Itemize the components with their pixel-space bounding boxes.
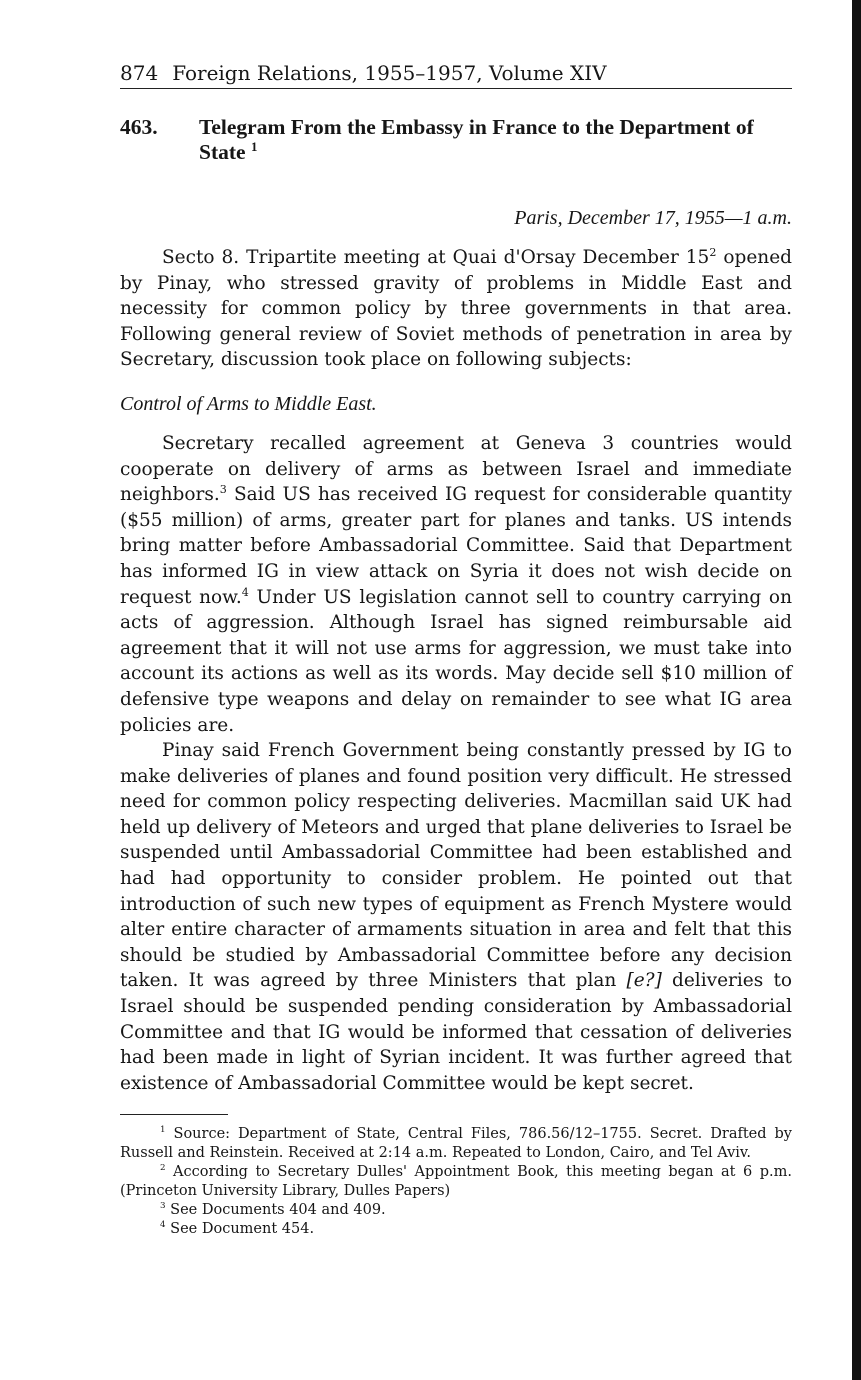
footnote-text: Source: Department of State, Central Files, 786.56/12–1755. Secret. Drafted by Russell and Reinstein. Received at 2:14 a.m. Repeated to London, Cairo, and Tel Aviv.: [120, 1126, 792, 1162]
footnote-ref: 4: [241, 585, 249, 599]
paragraph-text: Said US has received IG request for considerable quantity ($55 million) of arms, greater part for planes and tanks. US intends bring matter before Ambassadorial Committee. Said that Department has informed IG in view attack on Syria it does not wish decide on request now.: [120, 484, 792, 608]
page-number: 874: [120, 61, 159, 85]
footnote-text: According to Secretary Dulles' Appointment Book, this meeting began at 6 p.m. (Princeton University Library, Dulles Papers): [120, 1164, 792, 1200]
footnote-mark: 2: [160, 1163, 166, 1174]
footnote-ref: 3: [219, 483, 227, 496]
footnote-mark: 3: [160, 1201, 166, 1212]
paragraph-text: Pinay said French Government being constantly pressed by IG to make deliveries of planes and found position very difficult. He stressed need for common policy respecting deliveries. Macmillan said UK had held up delivery of Meteors and urged that plane deliveries to Israel be suspended until Ambassadorial Committee had been established and had had opportunity to consider problem. He pointed out that introduction of such new types of equipment as French Mystere would alter entire character of armaments situation in area and felt that this should be studied by Ambassadorial Committee before any decision taken. It was agreed by three Ministers that plan: [120, 740, 792, 992]
footnote-mark: 4: [160, 1220, 166, 1231]
editorial-insertion: [e?]: [626, 970, 662, 992]
paragraph-text: Secretary recalled agreement at Geneva 3 countries would cooperate on delivery of arms as between Israel and immediate neighbors.: [120, 432, 792, 506]
footnote-text: See Document 454.: [165, 1221, 315, 1238]
paragraph-text: Secto 8. Tripartite meeting at Quai d'Orsay December 15: [162, 247, 710, 268]
footnote-rule: [120, 1114, 228, 1115]
footnote-mark: 1: [160, 1125, 166, 1136]
footnote-ref: 1: [250, 139, 258, 154]
book-spine-edge: [852, 0, 861, 1380]
telegram-body: [120, 245, 792, 1096]
document-number: 463.: [120, 115, 158, 139]
footnote: [120, 1220, 792, 1239]
footnote: [120, 1163, 792, 1201]
running-head: [120, 60, 792, 89]
section-subheading: Control of Arms to Middle East.: [120, 392, 377, 415]
document-heading: [120, 115, 792, 165]
footnote: [120, 1201, 792, 1220]
footnote: [120, 1125, 792, 1163]
document-title-text: Telegram From the Embassy in France to the Department of State: [199, 115, 754, 164]
document-page: [120, 60, 792, 1239]
paragraph-3: [120, 738, 792, 1096]
paragraph-text: deliveries to Israel should be suspended pending consideration by Ambassadorial Committee and that IG would be informed that cessation of deliveries had been made in light of Syrian incident. It was further agreed that existence of Ambassadorial Committee would be kept secret.: [120, 970, 793, 1094]
paragraph-text: Under US legislation cannot sell to country carrying on acts of aggression. Although Israel has signed reimbursable aid agreement that it will not use arms for aggression, we must take into account its actions as well as its words. May decide sell $10 million of defensive type weapons and delay on remainder to see what IG area policies are.: [120, 586, 792, 736]
footnote-text: See Documents 404 and 409.: [165, 1202, 386, 1219]
footnotes: [120, 1125, 792, 1239]
paragraph-text: opened by Pinay, who stressed gravity of problems in Middle East and necessity for common policy by three governments in that area. Following general review of Soviet methods of penetration in area by Secretary, discussion took place on following subjects:: [120, 247, 793, 371]
footnote-ref: 2: [709, 245, 717, 259]
dateline: Paris, December 17, 1955—1 a.m.: [514, 207, 792, 229]
volume-title: Foreign Relations, 1955–1957, Volume XIV: [172, 61, 607, 85]
paragraph-2: [120, 431, 792, 738]
document-title: [199, 115, 792, 165]
paragraph-1: [120, 245, 792, 373]
